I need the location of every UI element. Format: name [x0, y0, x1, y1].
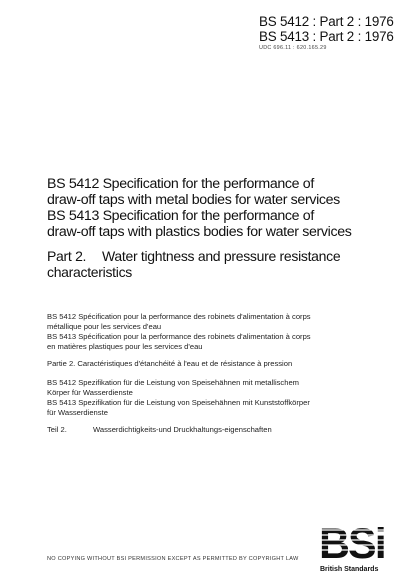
german-line: für Wasserdienste: [47, 408, 108, 417]
german-part-number: Teil 2.: [47, 425, 67, 434]
french-line: BS 5413 Spécification pour la performance des robinets d'alimentation à corps: [47, 332, 311, 341]
german-part-line: [47, 425, 367, 435]
bsi-logo-mark: BSi: [319, 520, 385, 568]
standard-codes: [259, 14, 404, 52]
german-line: BS 5412 Spezifikation für die Leistung von Speisehähnen mit metallischem: [47, 378, 300, 387]
french-part-line: Partie 2. Caractéristiques d'étanchéité à l'eau et de résistance à pression: [47, 359, 293, 368]
french-line: BS 5412 Spécification pour la performance des robinets d'alimentation à corps: [47, 312, 311, 321]
udc-reference: UDC 696.11 : 620.165.29: [259, 45, 327, 51]
standard-code-bs5412: BS 5412 : Part 2 : 1976: [259, 14, 394, 29]
french-line: métallique pour les services d'eau: [47, 322, 162, 331]
german-title-block: [47, 378, 367, 435]
french-line: en matières plastiques pour les services d'eau: [47, 342, 203, 351]
french-title-block: [47, 312, 367, 369]
english-title-block: [47, 176, 397, 280]
part-title-continued: characteristics: [47, 264, 132, 280]
logo-caption: British Standards: [320, 566, 379, 573]
part-heading: [47, 248, 397, 264]
german-line: BS 5413 Spezifikation für die Leistung von Speisehähnen mit Kunststoffkörper: [47, 398, 310, 407]
part-title: Water tightness and pressure resistance: [102, 248, 341, 264]
german-part-text: Wasserdichtigkeits-und Druckhaltungs-eigenschaften: [93, 425, 272, 434]
standard-code-bs5413: BS 5413 : Part 2 : 1976: [259, 29, 394, 44]
title-line: draw-off taps with metal bodies for water services: [47, 192, 340, 208]
part-number: Part 2.: [47, 248, 87, 264]
title-line: draw-off taps with plastics bodies for water services: [47, 224, 352, 240]
title-line: BS 5413 Specification for the performance of: [47, 208, 314, 224]
copyright-notice: NO COPYING WITHOUT BSI PERMISSION EXCEPT AS PERMITTED BY COPYRIGHT LAW: [47, 556, 299, 562]
german-line: Körper für Wasserdienste: [47, 388, 133, 397]
title-line: BS 5412 Specification for the performance of: [47, 176, 314, 192]
